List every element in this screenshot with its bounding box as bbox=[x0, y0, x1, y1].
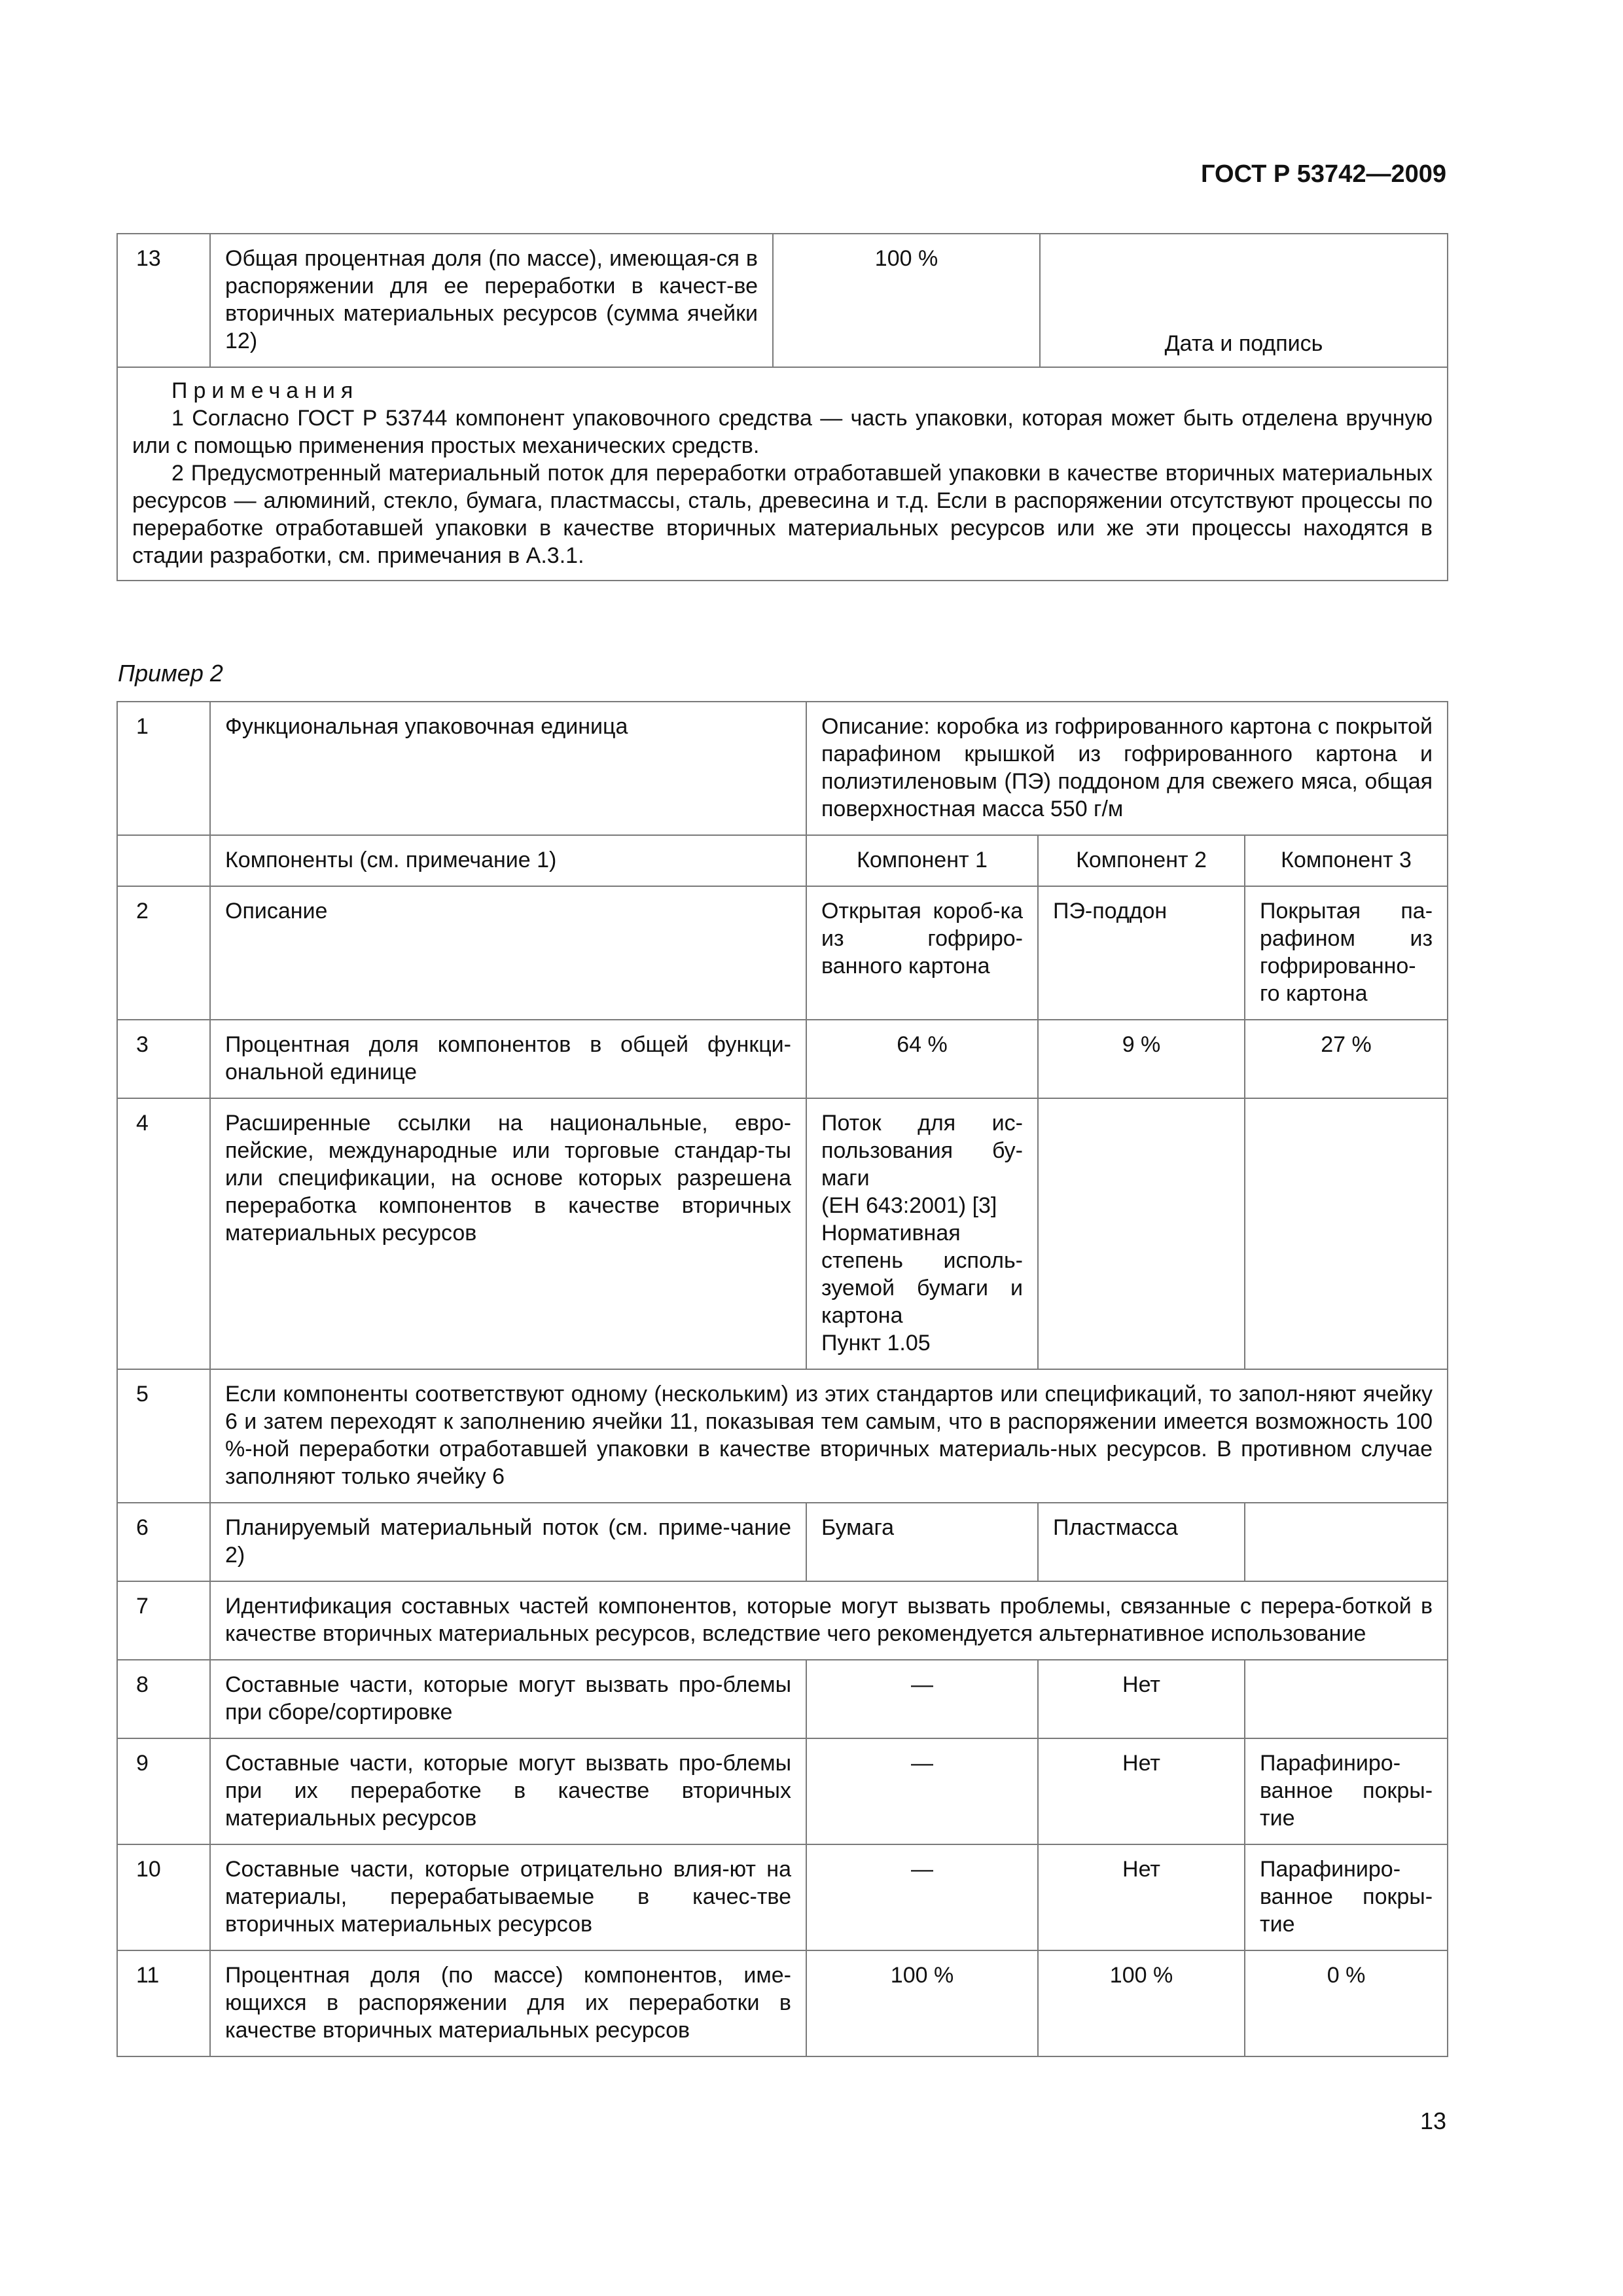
signature-cell bbox=[1040, 234, 1448, 367]
table-row bbox=[117, 1503, 1448, 1581]
table-row bbox=[117, 1844, 1448, 1950]
reference-line: Пункт 1.05 bbox=[821, 1331, 931, 1355]
component-1-cell: — bbox=[806, 1844, 1038, 1950]
table-row bbox=[117, 1950, 1448, 2056]
component-1-cell: Бумага bbox=[806, 1503, 1038, 1581]
table-continuation bbox=[116, 233, 1448, 581]
row-label: Функциональная упаковочная единица bbox=[210, 702, 806, 835]
notes-cell bbox=[117, 367, 1448, 581]
notes-row bbox=[117, 367, 1448, 581]
table-row bbox=[117, 886, 1448, 1020]
row-description: Описание: коробка из гофрированного картона с покрытой парафином крышкой из гофрированного картона и полиэтиленовым (ПЭ) поддоном для свежего мяса, общая поверхностная масса 550 г/м bbox=[806, 702, 1448, 835]
reference-line: Нормативная степень исполь-зуемой бумаги и картона bbox=[821, 1221, 1023, 1328]
component-3-cell bbox=[1245, 1503, 1448, 1581]
row-label: Составные части, которые могут вызвать про-блемы при их переработке в качестве вторичных материальных ресурсов bbox=[210, 1738, 806, 1844]
component-1-cell: 64 % bbox=[806, 1020, 1038, 1098]
row-number bbox=[117, 835, 210, 886]
component-3-cell: 27 % bbox=[1245, 1020, 1448, 1098]
component-1-cell: — bbox=[806, 1738, 1038, 1844]
table-row bbox=[117, 1660, 1448, 1738]
component-2-cell: 100 % bbox=[1038, 1950, 1245, 2056]
component-3-cell: Парафиниро-ванное покры-тие bbox=[1245, 1738, 1448, 1844]
table-row bbox=[117, 702, 1448, 835]
component-2-cell: Нет bbox=[1038, 1660, 1245, 1738]
reference-line: (ЕН 643:2001) [3] bbox=[821, 1193, 997, 1218]
row-text: Общая процентная доля (по массе), имеющая-ся в распоряжении для ее переработки в качест-ве вторичных материальных ресурсов (сумма ячейки 12) bbox=[210, 234, 773, 367]
row-label: Процентная доля (по массе) компонентов, име-ющихся в распоряжении для их переработки в качестве вторичных материальных ресурсов bbox=[210, 1950, 806, 2056]
table-example-2 bbox=[116, 701, 1448, 2057]
example-label: Пример 2 bbox=[118, 660, 223, 687]
notes-title: Примечания bbox=[171, 378, 359, 403]
table-row bbox=[117, 1098, 1448, 1369]
component-3-cell bbox=[1245, 1660, 1448, 1738]
component-1-cell: 100 % bbox=[806, 1950, 1038, 2056]
component-2-cell: ПЭ-поддон bbox=[1038, 886, 1245, 1020]
row-label: Описание bbox=[210, 886, 806, 1020]
row-label: Процентная доля компонентов в общей функци-ональной единице bbox=[210, 1020, 806, 1098]
row-number: 7 bbox=[117, 1581, 210, 1660]
row-number: 1 bbox=[117, 702, 210, 835]
component-2-cell bbox=[1038, 1098, 1245, 1369]
note-2: 2 Предусмотренный материальный поток для переработки отработавшей упаковки в качестве вторичных материальных ресурсов — алюминий, стекло, бумага, пластмассы, сталь, древесина и т.д. Если в распоряжении отсутствуют процессы по переработке отработавшей упаковки в качестве вторичных материальных ресурсов или же эти процессы находятся в стадии разработки, см. примечания в А.3.1. bbox=[132, 461, 1433, 568]
component-1-cell: Открытая короб-ка из гофриро-ванного картона bbox=[806, 886, 1038, 1020]
row-number: 10 bbox=[117, 1844, 210, 1950]
component-1-cell bbox=[806, 1098, 1038, 1369]
signature-label: Дата и подпись bbox=[1164, 331, 1323, 356]
document-code: ГОСТ Р 53742—2009 bbox=[1201, 160, 1446, 188]
row-number: 2 bbox=[117, 886, 210, 1020]
row-number: 8 bbox=[117, 1660, 210, 1738]
row-label: Расширенные ссылки на национальные, евро-пейские, международные или торговые стандар-ты или спецификации, на основе которых разрешена переработка компонентов в качестве вторичных материальных ресурсов bbox=[210, 1098, 806, 1369]
components-header-row bbox=[117, 835, 1448, 886]
row-label: Составные части, которые отрицательно влия-ют на материалы, перерабатываемые в качес-тве вторичных материальных ресурсов bbox=[210, 1844, 806, 1950]
row-number: 6 bbox=[117, 1503, 210, 1581]
row-number: 3 bbox=[117, 1020, 210, 1098]
component-3-cell bbox=[1245, 1098, 1448, 1369]
row-number: 4 bbox=[117, 1098, 210, 1369]
table-row bbox=[117, 1738, 1448, 1844]
component-3-cell: Покрытая па-рафином из гофрированно-го картона bbox=[1245, 886, 1448, 1020]
row-value: 100 % bbox=[773, 234, 1040, 367]
component-3-cell: 0 % bbox=[1245, 1950, 1448, 2056]
row-number: 13 bbox=[117, 234, 210, 367]
table-row bbox=[117, 1581, 1448, 1660]
row-label: Планируемый материальный поток (см. приме-чание 2) bbox=[210, 1503, 806, 1581]
component-2-header: Компонент 2 bbox=[1038, 835, 1245, 886]
component-2-cell: 9 % bbox=[1038, 1020, 1245, 1098]
table-row bbox=[117, 234, 1448, 367]
row-number: 5 bbox=[117, 1369, 210, 1503]
table-row bbox=[117, 1020, 1448, 1098]
row-text: Если компоненты соответствуют одному (нескольким) из этих стандартов или спецификаций, то запол-няют ячейку 6 и затем переходят к заполнению ячейки 11, показывая тем самым, что в распоряжении имеется возможность 100 %-ной переработки отработавшей упаковки в качестве вторичных материаль-ных ресурсов. В противном случае заполняют только ячейку 6 bbox=[210, 1369, 1448, 1503]
component-2-cell: Нет bbox=[1038, 1738, 1245, 1844]
row-label: Составные части, которые могут вызвать про-блемы при сборе/сортировке bbox=[210, 1660, 806, 1738]
page-number: 13 bbox=[1419, 2108, 1446, 2134]
note-1: 1 Согласно ГОСТ Р 53744 компонент упаковочного средства — часть упаковки, которая может быть отделена вручную или с помощью применения простых механических средств. bbox=[132, 406, 1433, 458]
row-number: 11 bbox=[117, 1950, 210, 2056]
component-1-header: Компонент 1 bbox=[806, 835, 1038, 886]
reference-line: Поток для ис-пользования бу-маги bbox=[821, 1111, 1023, 1191]
component-3-header: Компонент 3 bbox=[1245, 835, 1448, 886]
row-number: 9 bbox=[117, 1738, 210, 1844]
row-text: Идентификация составных частей компонентов, которые могут вызвать проблемы, связанные с перера-боткой в качестве вторичных материальных ресурсов, вследствие чего рекомендуется альтернативное использование bbox=[210, 1581, 1448, 1660]
component-3-cell: Парафиниро-ванное покры-тие bbox=[1245, 1844, 1448, 1950]
component-2-cell: Пластмасса bbox=[1038, 1503, 1245, 1581]
component-1-cell: — bbox=[806, 1660, 1038, 1738]
row-label: Компоненты (см. примечание 1) bbox=[210, 835, 806, 886]
component-2-cell: Нет bbox=[1038, 1844, 1245, 1950]
table-row bbox=[117, 1369, 1448, 1503]
